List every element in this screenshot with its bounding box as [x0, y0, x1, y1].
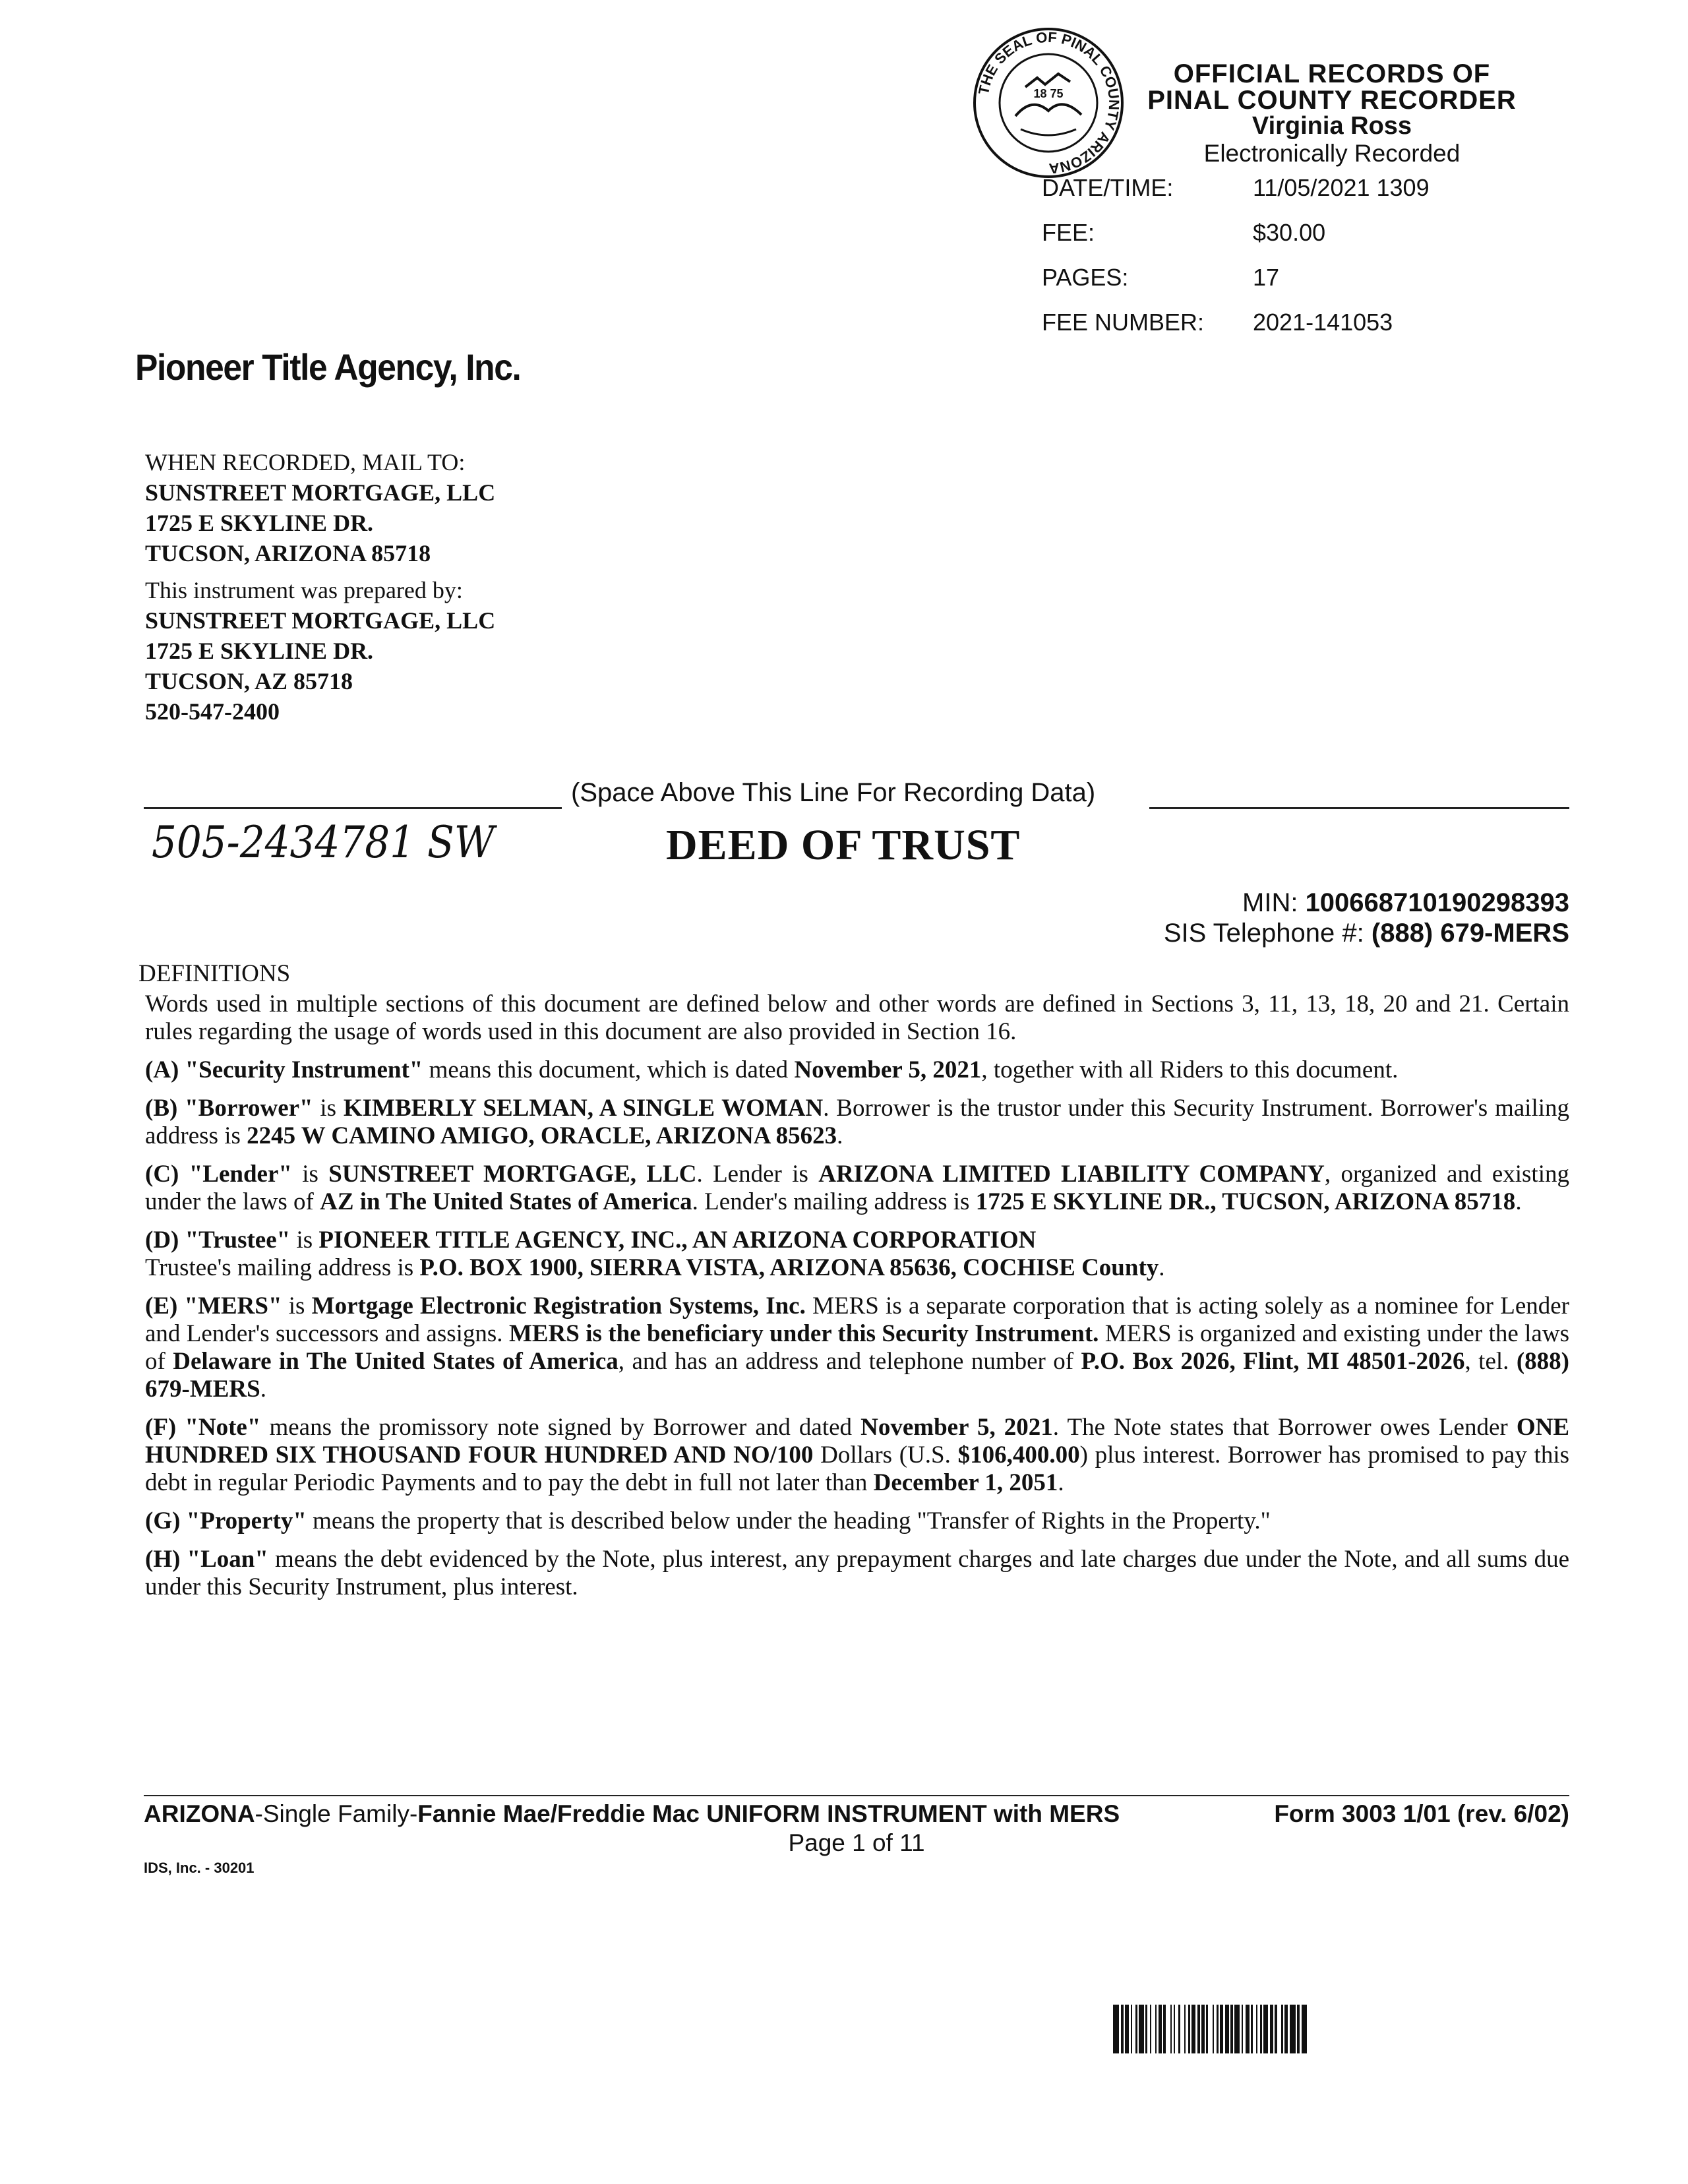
prepared-by-block	[145, 575, 495, 727]
recording-value: $30.00	[1253, 219, 1326, 246]
definitions-section	[138, 960, 1569, 1612]
min-label: MIN:	[1242, 888, 1306, 917]
recorder-line-1: OFFICIAL RECORDS OF	[1173, 59, 1491, 88]
mail-to-line: TUCSON, ARIZONA 85718	[145, 540, 431, 566]
svg-text:505-2434781 SW: 505-2434781 SW	[152, 817, 498, 868]
recording-value: 17	[1253, 264, 1280, 291]
footer-form-number: Form 3003 1/01 (rev. 6/02)	[1274, 1800, 1569, 1827]
prepared-by-line: SUNSTREET MORTGAGE, LLC	[145, 607, 496, 634]
sis-value: (888) 679-MERS	[1371, 919, 1569, 948]
footer-form-line	[144, 1800, 1569, 1828]
mail-to-heading: WHEN RECORDED, MAIL TO:	[145, 449, 466, 475]
recording-info	[1042, 174, 1517, 353]
prepared-by-line: TUCSON, AZ 85718	[145, 668, 353, 694]
sis-label: SIS Telephone #:	[1163, 919, 1372, 948]
recording-label: DATE/TIME:	[1042, 174, 1174, 201]
svg-text:THE SEAL OF PINAL COUNTY ARIZO: THE SEAL OF PINAL COUNTY ARIZONA	[975, 28, 1123, 177]
recorder-line-2: PINAL COUNTY RECORDER	[1147, 86, 1517, 115]
footer-instrument: ARIZONA-Single Family-Fannie Mae/Freddie Mac UNIFORM INSTRUMENT with MERS	[144, 1800, 1120, 1827]
definitions-intro: Words used in multiple sections of this document are defined below and other words are defined in Sections 3, 11, 13, 18, 20 and 21. Certain rules regarding the usage of words used in this document are also provided in Section 16.	[145, 990, 1569, 1045]
recorder-stamp	[1134, 61, 1530, 166]
prepared-by-line: 520-547-2400	[145, 698, 280, 725]
recorder-line-4: Electronically Recorded	[1203, 140, 1461, 167]
min-value: 100668710190298393	[1305, 888, 1569, 917]
barcode-icon	[1113, 2005, 1559, 2053]
svg-text:18 75: 18 75	[1033, 87, 1064, 100]
ids-code: IDS, Inc. - 30201	[144, 1860, 255, 1876]
recording-value: 11/05/2021 1309	[1253, 174, 1430, 201]
recording-value: 2021-141053	[1253, 309, 1393, 336]
prepared-by-line: 1725 E SKYLINE DR.	[145, 638, 374, 664]
recording-space-divider	[144, 778, 1569, 811]
space-above-label: (Space Above This Line For Recording Data)	[571, 778, 1096, 807]
definition-h: (H) "Loan" means the debt evidenced by the Note, plus interest, any prepayment charges and late charges due under the Note, and all sums due under this Security Instrument, plus interest.	[145, 1546, 1569, 1600]
divider-line-right	[1149, 807, 1569, 809]
definition-d: (D) "Trustee" is PIONEER TITLE AGENCY, INC., AN ARIZONA CORPORATION Trustee's mailing address is P.O. BOX 1900, SIERRA VISTA, ARIZONA 85636, COCHISE County.	[145, 1227, 1165, 1281]
definitions-heading: DEFINITIONS	[138, 960, 291, 987]
recording-label: FEE:	[1042, 219, 1095, 246]
min-block	[1164, 888, 1569, 948]
min-line	[1164, 888, 1569, 918]
title-agency-logo: Pioneer Title Agency, Inc.	[135, 346, 521, 388]
recording-label: PAGES:	[1042, 264, 1129, 291]
recording-row-pages	[1042, 264, 1517, 309]
county-seal-icon	[969, 24, 1128, 182]
page-footer	[144, 1795, 1569, 1857]
mail-to-line: SUNSTREET MORTGAGE, LLC	[145, 479, 496, 506]
recording-label: FEE NUMBER:	[1042, 309, 1205, 336]
handwritten-file-number	[146, 814, 516, 873]
prepared-by-heading: This instrument was prepared by:	[145, 577, 463, 603]
document-title: DEED OF TRUST	[666, 821, 1021, 869]
mail-to-block	[145, 447, 495, 568]
divider-line-left	[144, 807, 562, 809]
definition-g: (G) "Property" means the property that is described below under the heading "Transfer of Rights in the Property."	[145, 1507, 1271, 1534]
definition-b: (B) "Borrower" is KIMBERLY SELMAN, A SINGLE WOMAN. Borrower is the trustor under this Security Instrument. Borrower's mailing address is 2245 W CAMINO AMIGO, ORACLE, ARIZONA 85623.	[145, 1095, 1569, 1149]
definition-c: (C) "Lender" is SUNSTREET MORTGAGE, LLC. Lender is ARIZONA LIMITED LIABILITY COMPANY, organized and existing under the laws of AZ in The United States of America. Lender's mailing address is 1725 E SKYLINE DR., TUCSON, ARIZONA 85718.	[145, 1161, 1569, 1215]
definition-a: (A) "Security Instrument" means this document, which is dated November 5, 2021, together with all Riders to this document.	[145, 1056, 1399, 1083]
page-number: Page 1 of 11	[788, 1829, 925, 1856]
definition-e: (E) "MERS" is Mortgage Electronic Registration Systems, Inc. MERS is a separate corporation that is acting solely as a nominee for Lender and Lender's successors and assigns. MERS is the beneficiary under this Security Instrument. MERS is organized and existing under the laws of Delaware in The United States of America, and has an address and telephone number of P.O. Box 2026, Flint, MI 48501-2026, tel. (888) 679-MERS.	[145, 1292, 1569, 1403]
definition-f: (F) "Note" means the promissory note signed by Borrower and dated November 5, 2021. The Note states that Borrower owes Lender ONE HUNDRED SIX THOUSAND FOUR HUNDRED AND NO/100 Dollars (U.S. $106,400.00) plus interest. Borrower has promised to pay this debt in regular Periodic Payments and to pay the debt in full not later than December 1, 2051.	[145, 1414, 1569, 1496]
sis-line	[1164, 918, 1569, 948]
mail-to-line: 1725 E SKYLINE DR.	[145, 510, 374, 536]
recorder-name: Virginia Ross	[1251, 112, 1412, 140]
recording-row-fee	[1042, 219, 1517, 264]
recording-row-datetime	[1042, 174, 1517, 219]
recording-row-fee-number	[1042, 309, 1517, 353]
